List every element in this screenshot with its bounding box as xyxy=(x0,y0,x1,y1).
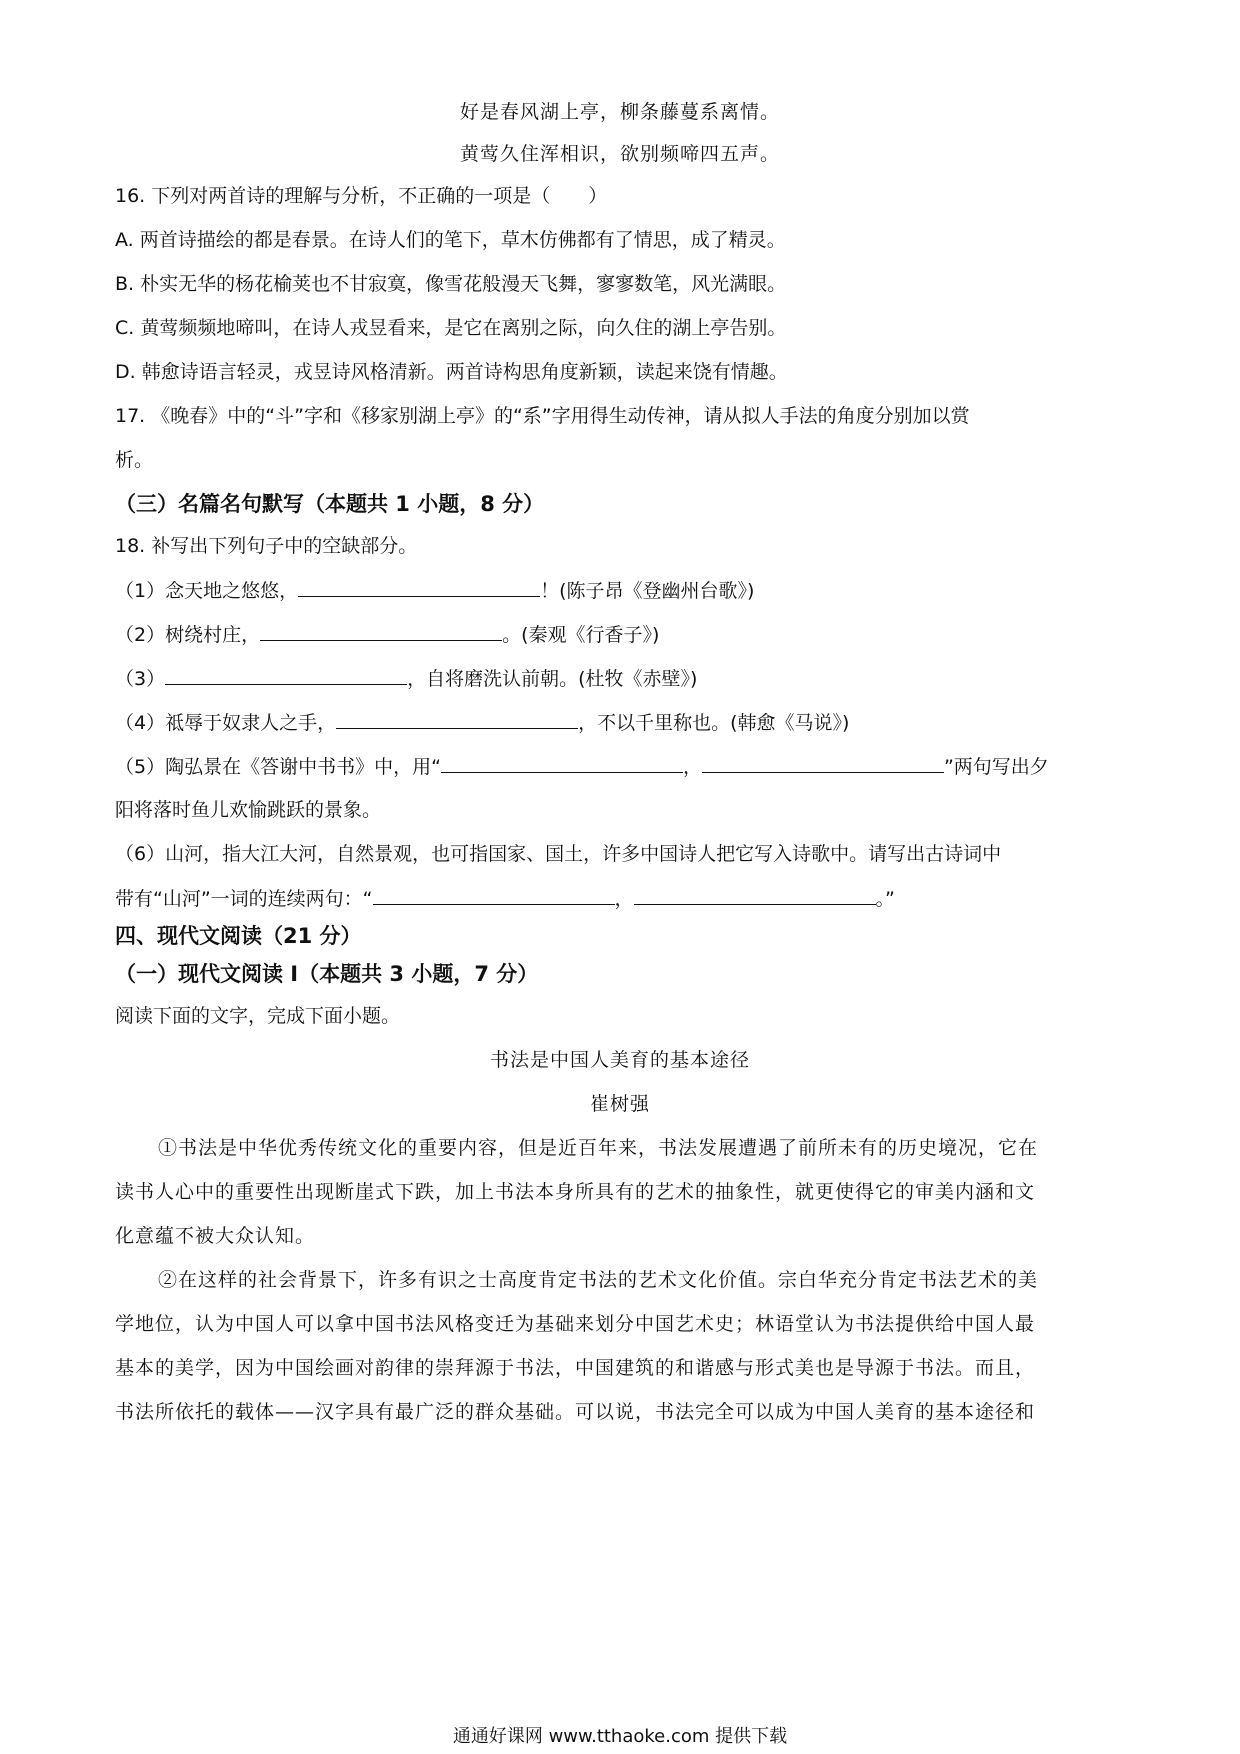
article-paragraph-2-line-4: 书法所依托的载体——汉字具有最广泛的群众基础。可以说，书法完全可以成为中国人美育的基本途径和 xyxy=(115,1401,1036,1423)
item-5-prefix: （5）陶弘景在《答谢中书书》中，用“ xyxy=(115,756,441,778)
item-3-prefix: （3） xyxy=(115,668,166,690)
reading-instruction: 阅读下面的文字，完成下面小题。 xyxy=(115,1005,401,1027)
item-5-suffix: ”两句写出夕 xyxy=(943,756,1049,778)
article-paragraph-1-line-2: 读书人心中的重要性出现断崖式下跌，加上书法本身所具有的艺术的抽象性，就更使得它的审美内涵和文 xyxy=(115,1181,1036,1203)
item-6-mid: ， xyxy=(614,888,634,910)
item-4-prefix: （4）祗辱于奴隶人之手， xyxy=(115,712,337,734)
item-2-prefix: （2）树绕村庄， xyxy=(115,624,261,646)
item-1-suffix: ！(陈子昂《登幽州台歌》) xyxy=(540,580,755,602)
article-author: 崔树强 xyxy=(589,1093,650,1115)
question-16-stem: 16. 下列对两首诗的理解与分析，不正确的一项是（ ） xyxy=(115,185,608,207)
article-paragraph-2-line-3: 基本的美学，因为中国绘画对韵律的崇拜源于书法，中国建筑的和谐感与形式美也是导源于书法。而且， xyxy=(115,1357,1036,1379)
poem-line-1: 好是春风湖上亭，柳条藤蔓系离情。 xyxy=(459,101,780,123)
section-3-heading: （三）名篇名句默写（本题共 1 小题，8 分） xyxy=(115,492,545,516)
question-17-line-2: 析。 xyxy=(115,449,154,471)
answer-blank[interactable] xyxy=(702,752,944,773)
question-18-item-3 xyxy=(115,664,697,693)
article-paragraph-1-line-3: 化意蕴不被大众认知。 xyxy=(115,1225,316,1247)
question-16-option-a: A. 两首诗描绘的都是春景。在诗人们的笔下，草木仿佛都有了情思，成了精灵。 xyxy=(115,229,786,251)
poem-line-2: 黄莺久住浑相识，欲别频啼四五声。 xyxy=(459,143,780,165)
question-18-item-4 xyxy=(115,708,849,737)
section-4-heading: 四、现代文阅读（21 分） xyxy=(115,924,362,948)
question-18-stem: 18. 补写出下列句子中的空缺部分。 xyxy=(115,535,418,557)
question-18-item-6-line-2 xyxy=(115,884,895,913)
answer-blank[interactable] xyxy=(260,620,502,641)
item-1-prefix: （1）念天地之悠悠， xyxy=(115,580,299,602)
question-18-item-1 xyxy=(115,576,754,605)
question-17-line-1: 17. 《晚春》中的“斗”字和《移家别湖上亭》的“系”字用得生动传神，请从拟人手法的角度分别加以赏 xyxy=(115,405,970,427)
question-16-option-d: D. 韩愈诗语言轻灵，戎昱诗风格清新。两首诗构思角度新颖，读起来饶有情趣。 xyxy=(115,361,788,383)
answer-blank[interactable] xyxy=(373,884,615,905)
answer-blank[interactable] xyxy=(165,664,407,685)
item-2-suffix: 。(秦观《行香子》) xyxy=(502,624,660,646)
item-6-prefix: 带有“山河”一词的连续两句：“ xyxy=(115,888,373,910)
answer-blank[interactable] xyxy=(441,752,683,773)
item-6-suffix: 。” xyxy=(875,888,895,910)
question-18-item-5 xyxy=(115,752,1049,781)
question-16-option-b: B. 朴实无华的杨花榆荚也不甘寂寞，像雪花般漫天飞舞，寥寥数笔，风光满眼。 xyxy=(115,273,787,295)
answer-blank[interactable] xyxy=(634,884,876,905)
item-3-suffix: ，自将磨洗认前朝。(杜牧《赤壁》) xyxy=(407,668,698,690)
question-16-option-c: C. 黄莺频频地啼叫，在诗人戎昱看来，是它在离别之际，向久住的湖上亭告别。 xyxy=(115,317,787,339)
item-4-suffix: ，不以千里称也。(韩愈《马说》) xyxy=(578,712,850,734)
question-18-item-5-line-2: 阳将落时鱼儿欢愉跳跃的景象。 xyxy=(115,799,382,821)
article-paragraph-1-line-1: ①书法是中华优秀传统文化的重要内容，但是近百年来，书法发展遭遇了前所未有的历史境况，它在 xyxy=(158,1137,1039,1159)
article-paragraph-2-line-2: 学地位，认为中国人可以拿中国书法风格变迁为基础来划分中国艺术史；林语堂认为书法提供给中国人最 xyxy=(115,1313,1036,1335)
answer-blank[interactable] xyxy=(298,576,540,597)
item-5-mid: ， xyxy=(682,756,702,778)
question-18-item-2 xyxy=(115,620,659,649)
page-footer: 通通好课网 www.tthaoke.com 提供下载 xyxy=(452,1726,788,1747)
section-4-subheading: （一）现代文阅读 I（本题共 3 小题，7 分） xyxy=(115,962,539,986)
article-paragraph-2-line-1: ②在这样的社会背景下，许多有识之士高度肯定书法的艺术文化价值。宗白华充分肯定书法艺术的美 xyxy=(158,1269,1039,1291)
article-title: 书法是中国人美育的基本途径 xyxy=(489,1049,750,1071)
answer-blank[interactable] xyxy=(336,708,578,729)
question-18-item-6-line-1: （6）山河，指大江大河，自然景观，也可指国家、国土，许多中国诗人把它写入诗歌中。请写出古诗词中 xyxy=(115,843,1002,865)
